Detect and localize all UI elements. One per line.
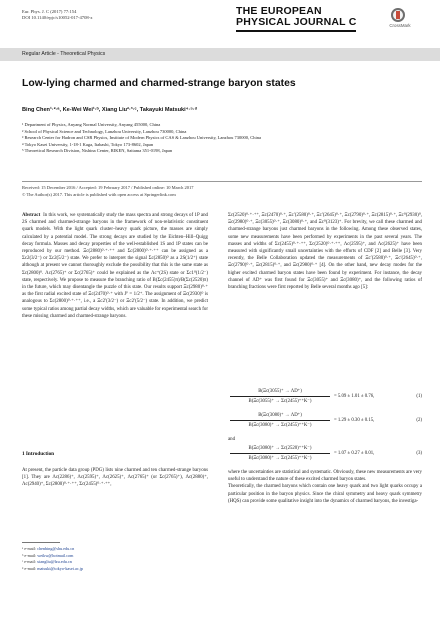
numerator: B(Ξc(3080)⁺ → Σc(2520)⁺⁺K⁻)	[248, 446, 312, 451]
footnote: ᶜ e-mail: xiangliu@lzu.edu.cn	[22, 559, 72, 565]
paragraph: Σc(2520)⁰·⁺·⁺⁺, Ξc(2470)⁰·⁺, Ξc′(2580)⁰·⁺, Ξc′(2645)⁰·⁺, Ξc(2790)⁰·⁺, Ξc(2815)⁰·⁺, Ξc⁰(2930)⁰, Ξc(2980)⁰·⁺, Ξc(3055)⁰·⁺, Ξc(3080)⁰·⁺, and Ξc⁰(3123)⁺. For brevity, we call these charmed and charmed-strange baryons just charmed baryons in the following. Among these observed states, some new measurements have been performed by experiments in the past several years. The masses and widths of Σc(2455)⁰·⁺·⁺⁺, Σc(2520)⁰·⁺·⁺⁺, Λc(2595)⁺, and Λc(2625)⁺ have been measured with significantly small uncertainties with the efforts of CDF [2] and Belle [3]. Very recently, the Belle Collaboration updated the measurements of Ξc′(2580)⁰·⁺, Ξc′(2645)⁰·⁺, Ξc(2790)⁰·⁺, Ξc(2815)⁰·⁺, and Ξc(2980)⁰·⁺ [4]. On the other hand, new decay modes for the higher excited charmed baryon states have been found by experiment. For instance, the decay channel of ΛD⁺ was first found for Ξc(3055)⁺ and Ξc(3080)⁺, and the following ratios of branching fractions were first reported by Belle several months ago [5]:	[228, 213, 422, 291]
doi-line[interactable]: DOI 10.1140/epjc/s10052-017-4708-x	[22, 15, 93, 21]
crossmark-bookmark-icon	[396, 11, 400, 19]
equation-fraction	[230, 412, 330, 429]
paragraph: where the uncertainties are statistical and systematic. Obviously, these new measurements are very useful to understand the nature of these excited charmed baryon states. Theoretically, the charmed baryons which contain one heavy quark and two light quarks occupy a particular position in the baryon physics. Since the chiral symmetry and heavy quark symmetry (HQS) can provide some qualitative insight into the dynamics of charmed baryons, the investiga-	[228, 470, 422, 504]
equation-fraction	[230, 388, 330, 405]
affiliations	[22, 122, 422, 155]
denominator: B(Ξc(3055)⁺ → Σc(2455)⁺⁺K⁻)	[248, 398, 312, 404]
equation-1	[228, 388, 422, 410]
crossmark-label: CrossMark	[389, 23, 411, 28]
footnote-rule	[22, 542, 60, 543]
email-link[interactable]: weikw@hotmail.com	[37, 552, 74, 558]
email-link[interactable]: xiangliu@lzu.edu.cn	[37, 559, 72, 565]
logo-line-1: THE EUROPEAN	[236, 5, 322, 17]
article-type-band	[0, 48, 440, 61]
fraction-bar	[230, 396, 330, 397]
equation-2	[228, 412, 422, 434]
footnotes	[22, 546, 208, 572]
abstract	[22, 212, 208, 445]
received-line: Received: 15 December 2016 / Accepted: 19 February 2017 / Published online: 10 March 2017	[22, 185, 194, 190]
equation-number: (2)	[416, 418, 422, 423]
section-heading-introduction: 1 Introduction	[22, 451, 55, 457]
email-link[interactable]: chenbing@shu.edu.cn	[37, 546, 75, 551]
footnote: ᵇ e-mail: weikw@hotmail.com	[22, 552, 74, 558]
right-column	[228, 212, 422, 559]
denominator: B(Ξc(3080)⁺ → Σc(2455)⁺⁺K⁻)	[248, 422, 312, 428]
denominator: B(Ξc(3080)⁺ → Σc(2455)⁺⁺K⁻)	[248, 455, 312, 461]
copyright-line: © The Author(s) 2017. This article is published with open access at Springerlink.com	[22, 191, 176, 197]
crossmark-badge[interactable]	[378, 8, 422, 30]
affiliation: ² School of Physical Science and Technology, Lanzhou University, Lanzhou 730000, China	[22, 128, 187, 134]
journal-logo	[236, 6, 362, 40]
equation-3	[228, 445, 422, 467]
equation-result: = 1.07 ± 0.27 ± 0.01,	[334, 451, 375, 456]
journal-ref-line: Eur. Phys. J. C (2017) 77:154	[22, 9, 77, 14]
affiliation: ⁴ Tokyo Kasei University, 1-18-1 Kaga, Itabashi, Tokyo 173-8602, Japan	[22, 141, 154, 147]
affiliation: ³ Research Center for Hadron and CSR Physics, Institute of Modern Physics of CAS & Lanzhou University, Lanzhou 730000, China	[22, 135, 262, 140]
abstract-text: In this work, we systematically study the mass spectra and strong decays of 1P and 2S charmed and charmed-strange baryons in the framework of non-relativistic constituent quark models. With the light quark cluster–heavy quark picture, the masses are simply calculated by a potential model. The strong decays are studied by the Eichten–Hill–Quigg decay formula. Masses and decay properties of the well-established 1S and 1P states can be reproduced by our method. Ξc(2880)⁰·⁺·⁺⁺ and Σc(2800)⁰·⁺·⁺⁺ can be assigned as a Σc2(3/2⁻) or Σc2(5/2⁻) state. We prefer to interpret the signal Σc(2850)⁰ as a 2S(1/2⁺) state although at present we cannot thoroughly exclude the possibility that this is the same state as Σc(2800)⁰. Λc(2765)⁺ or Σc(2765)⁺ could be explained as the Λc⁺(2S) state or Σc1⁰(1/2⁻) state, respectively. We propose to measure the branching ratio of B(Σc(2455)π)/B(Σc(2520)π) in the future, which may disentangle the puzzle of this state. Our results support Ξc(2980)⁰·⁺ as the first radial excited state of Ξc(2470)⁰·⁺ with Jᴾ = 1/2⁺. The assignment of Ξc(2930)⁰ is analogous to Σc(2800)⁰·⁺·⁺⁺, i.e., a Ξc2′(3/2⁻) or Ξc2′(5/2⁻) state. In addition, we predict some typical ratios among partial decay widths, which are valuable for experimental search for these missing charmed and charmed-strange baryons.	[22, 213, 208, 319]
equation-number: (3)	[416, 451, 422, 456]
logo-line-2: PHYSICAL JOURNAL C	[236, 16, 357, 28]
journal-reference	[22, 9, 93, 21]
introduction-text: At present, the particle data group (PDG) lists nine charmed and ten charmed-strange baryons [1]. They are Λc(2286)⁺, Λc(2595)⁺, Λc(2625)⁺, Λc(2765)⁺ (or Σc(2765)⁺), Λc(2880)⁺, Λc(2940)⁺, Σc(2800)⁰·⁺·⁺⁺, Σc(2455)⁰·⁺·⁺⁺,	[22, 468, 208, 488]
equation-fraction	[230, 445, 330, 462]
author-list: Bing Chen¹·²·ᵃ, Ke-Wei Wei¹·ᵇ, Xiang Liu²·³·ᶜ, Takayuki Matsuki⁴·⁵·ᵈ	[22, 107, 197, 113]
affiliation: ¹ Department of Physics, Anyang Normal University, Anyang 455000, China	[22, 122, 161, 127]
equation-result: = 1.29 ± 0.30 ± 0.15,	[334, 418, 375, 423]
article-type: Regular Article - Theoretical Physics	[22, 51, 106, 57]
footnote: ᵃ e-mail: chenbing@shu.edu.cn	[22, 546, 75, 551]
equation-number: (1)	[416, 394, 422, 399]
fraction-bar	[230, 420, 330, 421]
abstract-label: Abstract	[22, 213, 41, 218]
numerator: B(Ξc(3055)⁺ → ΛD⁺)	[258, 389, 302, 394]
footnote: ᵈ e-mail: matsuki@tokyo-kasei.ac.jp	[22, 565, 83, 571]
affiliation: ⁵ Theoretical Research Division, Nishina Center, RIKEN, Saitama 351-0198, Japan	[22, 148, 173, 153]
fraction-bar	[230, 453, 330, 454]
numerator: B(Ξc(3080)⁺ → ΛD⁺)	[258, 413, 302, 418]
logo-rule	[236, 30, 356, 32]
connector-word: and	[228, 437, 236, 442]
paper-title: Low-lying charmed and charmed-strange baryon states	[22, 78, 296, 89]
email-link[interactable]: matsuki@tokyo-kasei.ac.jp	[37, 565, 83, 571]
publication-dates	[22, 181, 422, 198]
equation-result: = 5.09 ± 1.01 ± 0.76,	[334, 394, 375, 399]
